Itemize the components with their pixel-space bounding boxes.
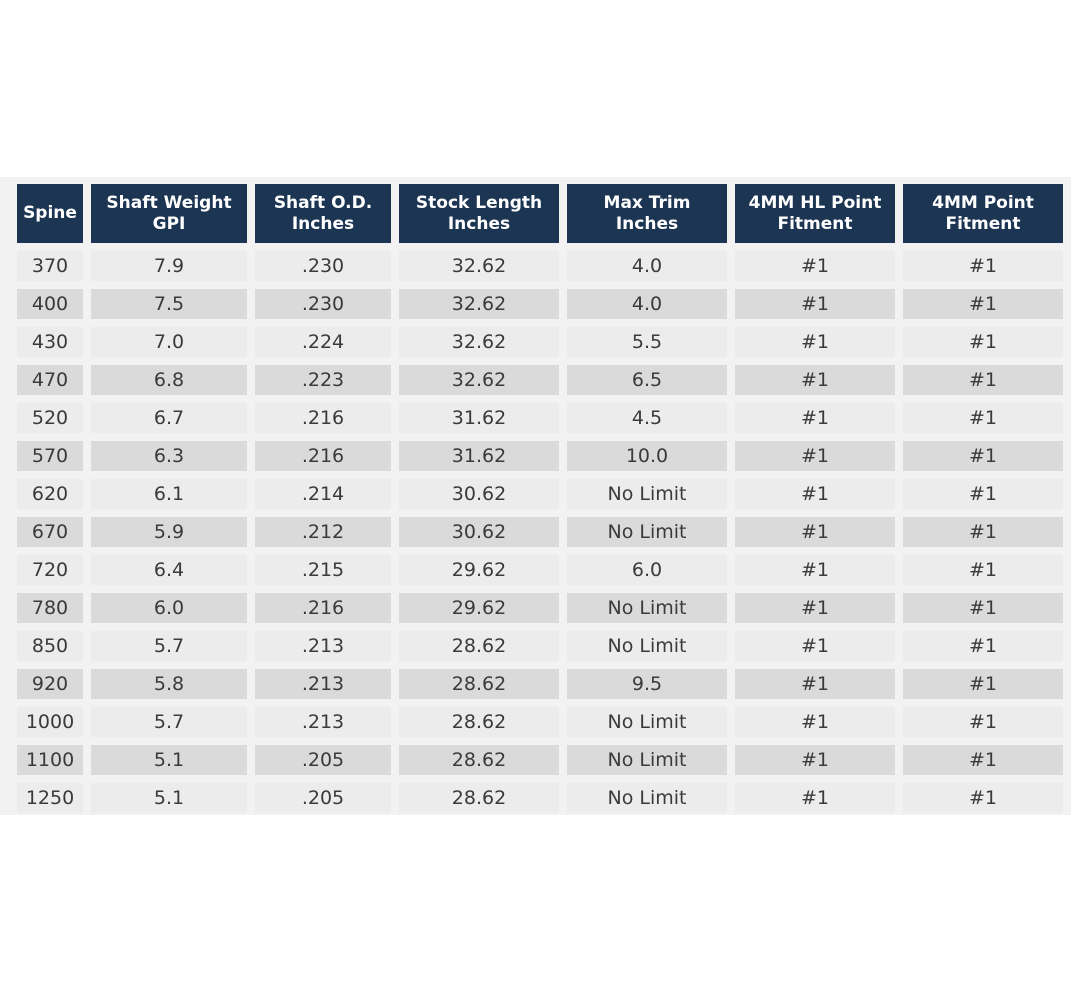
- cell-point-fitment: #1: [903, 783, 1063, 813]
- cell-max-trim: No Limit: [567, 783, 727, 813]
- cell-point-fitment: #1: [903, 517, 1063, 547]
- cell-stock-length: 32.62: [399, 327, 559, 357]
- cell-point-fitment: #1: [903, 479, 1063, 509]
- cell-point-fitment: #1: [903, 593, 1063, 623]
- cell-stock-length: 28.62: [399, 669, 559, 699]
- table-row: [17, 327, 1063, 357]
- cell-hl-point-fitment: #1: [735, 707, 895, 737]
- cell-max-trim: 10.0: [567, 441, 727, 471]
- cell-shaft-od: .205: [255, 783, 391, 813]
- cell-max-trim: 4.0: [567, 251, 727, 281]
- cell-shaft-od: .213: [255, 707, 391, 737]
- cell-shaft-weight: 6.7: [91, 403, 247, 433]
- cell-shaft-od: .223: [255, 365, 391, 395]
- header-max-trim: Max Trim Inches: [567, 184, 727, 243]
- cell-max-trim: No Limit: [567, 593, 727, 623]
- cell-spine: 520: [17, 403, 83, 433]
- cell-hl-point-fitment: #1: [735, 593, 895, 623]
- cell-hl-point-fitment: #1: [735, 669, 895, 699]
- cell-shaft-weight: 6.4: [91, 555, 247, 585]
- table-row: [17, 745, 1063, 775]
- cell-shaft-od: .224: [255, 327, 391, 357]
- cell-max-trim: No Limit: [567, 707, 727, 737]
- table-row: [17, 251, 1063, 281]
- cell-stock-length: 32.62: [399, 289, 559, 319]
- cell-stock-length: 28.62: [399, 745, 559, 775]
- table-body: [17, 243, 1063, 813]
- cell-shaft-od: .214: [255, 479, 391, 509]
- table-row: [17, 365, 1063, 395]
- cell-shaft-weight: 5.7: [91, 707, 247, 737]
- cell-point-fitment: #1: [903, 707, 1063, 737]
- cell-shaft-weight: 6.0: [91, 593, 247, 623]
- cell-max-trim: 5.5: [567, 327, 727, 357]
- table-row: [17, 669, 1063, 699]
- table-row: [17, 441, 1063, 471]
- cell-stock-length: 31.62: [399, 441, 559, 471]
- header-stock-length: Stock Length Inches: [399, 184, 559, 243]
- cell-point-fitment: #1: [903, 327, 1063, 357]
- cell-stock-length: 29.62: [399, 593, 559, 623]
- cell-hl-point-fitment: #1: [735, 365, 895, 395]
- cell-stock-length: 28.62: [399, 783, 559, 813]
- cell-spine: 720: [17, 555, 83, 585]
- cell-spine: 620: [17, 479, 83, 509]
- cell-shaft-od: .215: [255, 555, 391, 585]
- cell-point-fitment: #1: [903, 441, 1063, 471]
- cell-shaft-weight: 5.1: [91, 745, 247, 775]
- cell-stock-length: 28.62: [399, 707, 559, 737]
- cell-point-fitment: #1: [903, 555, 1063, 585]
- cell-max-trim: 9.5: [567, 669, 727, 699]
- cell-shaft-weight: 6.3: [91, 441, 247, 471]
- cell-shaft-od: .212: [255, 517, 391, 547]
- table-row: [17, 517, 1063, 547]
- cell-hl-point-fitment: #1: [735, 517, 895, 547]
- cell-point-fitment: #1: [903, 365, 1063, 395]
- cell-spine: 780: [17, 593, 83, 623]
- cell-spine: 400: [17, 289, 83, 319]
- cell-stock-length: 30.62: [399, 517, 559, 547]
- cell-max-trim: 4.5: [567, 403, 727, 433]
- cell-shaft-weight: 5.9: [91, 517, 247, 547]
- cell-shaft-od: .230: [255, 289, 391, 319]
- header-shaft-weight: Shaft Weight GPI: [91, 184, 247, 243]
- cell-shaft-od: .230: [255, 251, 391, 281]
- cell-spine: 430: [17, 327, 83, 357]
- cell-shaft-weight: 5.1: [91, 783, 247, 813]
- table-row: [17, 783, 1063, 813]
- cell-max-trim: 6.0: [567, 555, 727, 585]
- spec-table-grid: [17, 184, 1063, 813]
- cell-shaft-weight: 6.8: [91, 365, 247, 395]
- cell-spine: 470: [17, 365, 83, 395]
- cell-hl-point-fitment: #1: [735, 631, 895, 661]
- cell-shaft-od: .216: [255, 441, 391, 471]
- cell-shaft-od: .213: [255, 631, 391, 661]
- cell-stock-length: 31.62: [399, 403, 559, 433]
- cell-shaft-od: .205: [255, 745, 391, 775]
- cell-spine: 1250: [17, 783, 83, 813]
- cell-hl-point-fitment: #1: [735, 327, 895, 357]
- cell-stock-length: 30.62: [399, 479, 559, 509]
- table-row: [17, 707, 1063, 737]
- cell-hl-point-fitment: #1: [735, 479, 895, 509]
- cell-shaft-weight: 5.7: [91, 631, 247, 661]
- header-point-fitment: 4MM Point Fitment: [903, 184, 1063, 243]
- cell-point-fitment: #1: [903, 289, 1063, 319]
- cell-stock-length: 32.62: [399, 251, 559, 281]
- spec-table: [0, 177, 1071, 815]
- cell-hl-point-fitment: #1: [735, 441, 895, 471]
- cell-shaft-weight: 5.8: [91, 669, 247, 699]
- cell-point-fitment: #1: [903, 631, 1063, 661]
- cell-shaft-weight: 7.0: [91, 327, 247, 357]
- cell-hl-point-fitment: #1: [735, 555, 895, 585]
- cell-shaft-od: .216: [255, 403, 391, 433]
- header-spine: Spine: [17, 184, 83, 243]
- cell-spine: 570: [17, 441, 83, 471]
- header-shaft-od: Shaft O.D. Inches: [255, 184, 391, 243]
- cell-spine: 850: [17, 631, 83, 661]
- cell-spine: 370: [17, 251, 83, 281]
- cell-point-fitment: #1: [903, 669, 1063, 699]
- table-row: [17, 479, 1063, 509]
- cell-shaft-weight: 6.1: [91, 479, 247, 509]
- cell-max-trim: No Limit: [567, 745, 727, 775]
- cell-spine: 920: [17, 669, 83, 699]
- table-row: [17, 631, 1063, 661]
- cell-point-fitment: #1: [903, 251, 1063, 281]
- cell-max-trim: No Limit: [567, 631, 727, 661]
- cell-max-trim: 6.5: [567, 365, 727, 395]
- cell-spine: 670: [17, 517, 83, 547]
- cell-max-trim: 4.0: [567, 289, 727, 319]
- cell-shaft-weight: 7.5: [91, 289, 247, 319]
- cell-spine: 1000: [17, 707, 83, 737]
- cell-hl-point-fitment: #1: [735, 783, 895, 813]
- cell-point-fitment: #1: [903, 403, 1063, 433]
- cell-hl-point-fitment: #1: [735, 745, 895, 775]
- cell-stock-length: 32.62: [399, 365, 559, 395]
- table-row: [17, 555, 1063, 585]
- cell-hl-point-fitment: #1: [735, 403, 895, 433]
- cell-max-trim: No Limit: [567, 517, 727, 547]
- cell-max-trim: No Limit: [567, 479, 727, 509]
- cell-shaft-weight: 7.9: [91, 251, 247, 281]
- header-hl-point-fitment: 4MM HL Point Fitment: [735, 184, 895, 243]
- cell-spine: 1100: [17, 745, 83, 775]
- table-row: [17, 593, 1063, 623]
- table-row: [17, 403, 1063, 433]
- cell-shaft-od: .216: [255, 593, 391, 623]
- cell-hl-point-fitment: #1: [735, 251, 895, 281]
- cell-point-fitment: #1: [903, 745, 1063, 775]
- cell-hl-point-fitment: #1: [735, 289, 895, 319]
- table-row: [17, 289, 1063, 319]
- cell-shaft-od: .213: [255, 669, 391, 699]
- cell-stock-length: 28.62: [399, 631, 559, 661]
- cell-stock-length: 29.62: [399, 555, 559, 585]
